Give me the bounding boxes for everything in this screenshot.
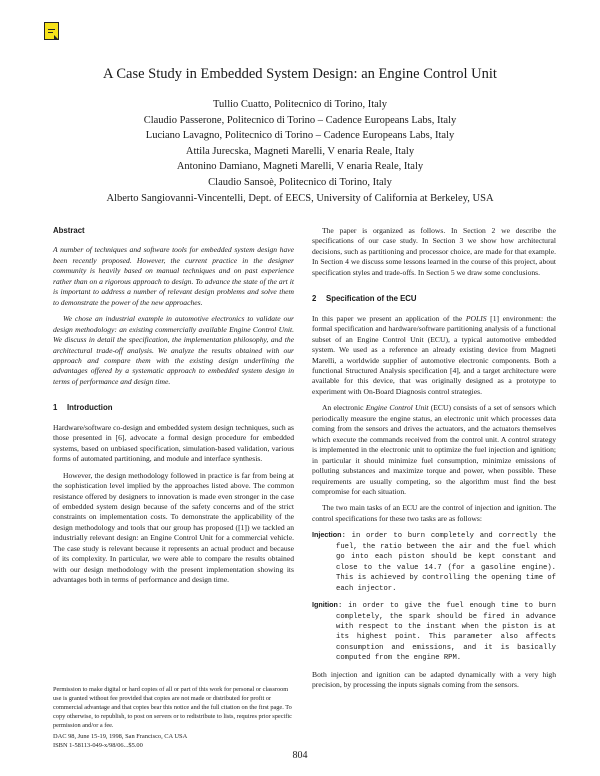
definition-ignition xyxy=(312,600,556,664)
section-title: Specification of the ECU xyxy=(326,294,417,304)
definition-text: : in order to burn completely and correctly the fuel, the ratio between the air and the fuel which go into each piston should be kept constant and close to the value 14.7 (for a gasoline engine). This is achieved by controlling the opening time of each injector. xyxy=(336,532,556,593)
author-line: Claudio Sansoè, Politecnico di Torino, Italy xyxy=(208,176,392,188)
note-line xyxy=(48,29,55,30)
section-title: Introduction xyxy=(67,403,113,413)
body-paragraph: However, the design methodology followed in practice is far from being at the sophistication level implied by the approaches listed above. The common resistance offered by designers to innovation is made even stronger in the case of embedded system design because of the safety concerns and of the strict constraints on implementation costs. To demonstrate the applicability of the design methodology and tools that our group has proposed ([1]) we tackled an industrially relevant design: an Engine Control Unit for a commercial vehicle. The case study is relevant because it represents an actual product and because of its complexity. In particular, we were able to compare the results obtained with our design methodology with the present implementation showing its advantages both in terms of performance and design time. xyxy=(53,470,294,585)
author-line: Alberto Sangiovanni-Vincentelli, Dept. of EECS, University of California at Berkeley, USA xyxy=(106,192,494,204)
note-line xyxy=(48,32,53,33)
text-run: [1] environment: the formal specification and hardware/software partitioning analysis of a functional subset of an Engine Control Unit (ECU), a typical automotive embedded system. We used as a reference an already existing device from Magneti Marelli, a worldwide supplier of automotive electronic components. Both a functional Structured Analysis specification [4], and a target architecture were available for this device, that was originally designed as a prototype to experiment with On-Board Diagnosis control strategies. xyxy=(312,313,556,396)
definition-text: : in order to give the fuel enough time to burn completely, the spark should be fired in advance with respect to the instant when the piston is at its highest point. This parameter also affects consumption and emissions, and it is basically computed from the engine RPM. xyxy=(336,602,556,663)
author-list xyxy=(0,97,600,206)
abstract-heading: Abstract xyxy=(53,226,85,235)
isbn-line: ISBN 1-58113-049-x/98/06...$5.00 xyxy=(53,742,143,749)
author-line: Tullio Cuatto, Politecnico di Torino, Italy xyxy=(213,99,387,110)
body-paragraph: The paper is organized as follows. In Section 2 we describe the specifications of our case study. In Section 3 we show how architectural decisions, such as partitioning and processor choice, are made for that example. In Section 4 we discuss some lessons learned in the course of this project, about specification styles and trade-offs. In Section 5 we draw some conclusions. xyxy=(312,226,556,277)
sticky-note-icon[interactable] xyxy=(44,22,59,40)
text-run: An electronic xyxy=(322,403,366,413)
text-run: In this paper we present an application of the xyxy=(312,313,466,323)
page-number: 804 xyxy=(292,750,308,761)
abstract-paragraph: A number of techniques and software tools for embedded system design have been recently proposed. However, the current practice in the designer community is heavily based on manual techniques and on past experience rather than on a rigorous approach to design. To advance the state of the art it is important to address a number of relevant design problems and solve them to demonstrate the power of the new approaches. xyxy=(53,245,294,307)
abstract-paragraph: We chose an industrial example in automotive electronics to validate our design methodology: an existing commercially available Engine Control Unit. We discuss in detail the specification, the implementation philosophy, and the architectural trade-off analysis. We analyze the results obtained with our approach and compare them with the existing design underlining the advantages offered by a systematic approach to embedded system design in terms of performance and design time. xyxy=(53,314,294,386)
section-number: 2 xyxy=(312,294,317,304)
ecu-term: Engine Control Unit xyxy=(365,403,429,413)
definition-injection xyxy=(312,530,556,594)
body-paragraph: Hardware/software co-design and embedded system design techniques, such as those presented in [6], advocate a formal design procedure for embedded systems, based on unbiased specification, simulation-based validation, various forms of automated partitioning, and module and interface synthesis. xyxy=(53,422,294,464)
definition-term: Injection xyxy=(312,530,342,540)
definition-term: Ignition xyxy=(312,600,338,610)
body-paragraph: The two main tasks of an ECU are the control of injection and ignition. The control specifications for these two tasks are as follows: xyxy=(312,503,556,523)
conference-line: DAC 98, June 15-19, 1998, San Francisco, CA USA xyxy=(53,733,188,740)
section-number: 1 xyxy=(53,403,58,413)
body-paragraph xyxy=(312,403,556,497)
conference-info xyxy=(53,732,294,750)
author-line: Attila Jurecska, Magneti Marelli, V enaria Reale, Italy xyxy=(185,145,415,157)
permission-notice: Permission to make digital or hard copies of all or part of this work for personal or classroom use is granted without fee provided that copies are not made or distributed for profit or commercial advantage and that copies bear this notice and the full citation on the first page. To copy otherwise, to republish, to post on servers or to redistribute to lists, requires prior specific permission and/or a fee. xyxy=(53,686,292,729)
section-1-heading xyxy=(53,403,294,413)
body-paragraph: Both injection and ignition can be adapted dynamically with a very high precision, by processing the inputs signals coming from the sensors. xyxy=(312,669,556,690)
author-line: Luciano Lavagno, Politecnico di Torino – Cadence Europeans Labs, Italy xyxy=(145,130,455,142)
paper-title: A Case Study in Embedded System Design: an Engine Control Unit xyxy=(103,66,497,82)
author-line: Claudio Passerone, Politecnico di Torino – Cadence Europeans Labs, Italy xyxy=(143,114,457,126)
left-column xyxy=(53,226,294,592)
note-fold xyxy=(54,35,59,40)
right-column xyxy=(312,226,556,697)
polis-term: POLIS xyxy=(465,313,487,323)
author-line: Antonino Damiano, Magneti Marelli, V enaria Reale, Italy xyxy=(176,161,424,173)
section-2-heading xyxy=(312,294,556,304)
text-run: (ECU) consists of a set of sensors which periodically measure the engine status, an electronic unit which processes data coming from the sensors and drives the actuators, and the actuators themselves which execute the commands received from the control unit. A control strategy is implemented in the electronic unit to optimize the fuel injection and ignition; in particular it should minimize fuel consumption, minimize emissions of polluting substances and maximize torque and power, when possible. These requirements are usually competing, so the algorithm must find the best compromise for each situation. xyxy=(312,403,557,496)
body-paragraph xyxy=(312,314,556,398)
